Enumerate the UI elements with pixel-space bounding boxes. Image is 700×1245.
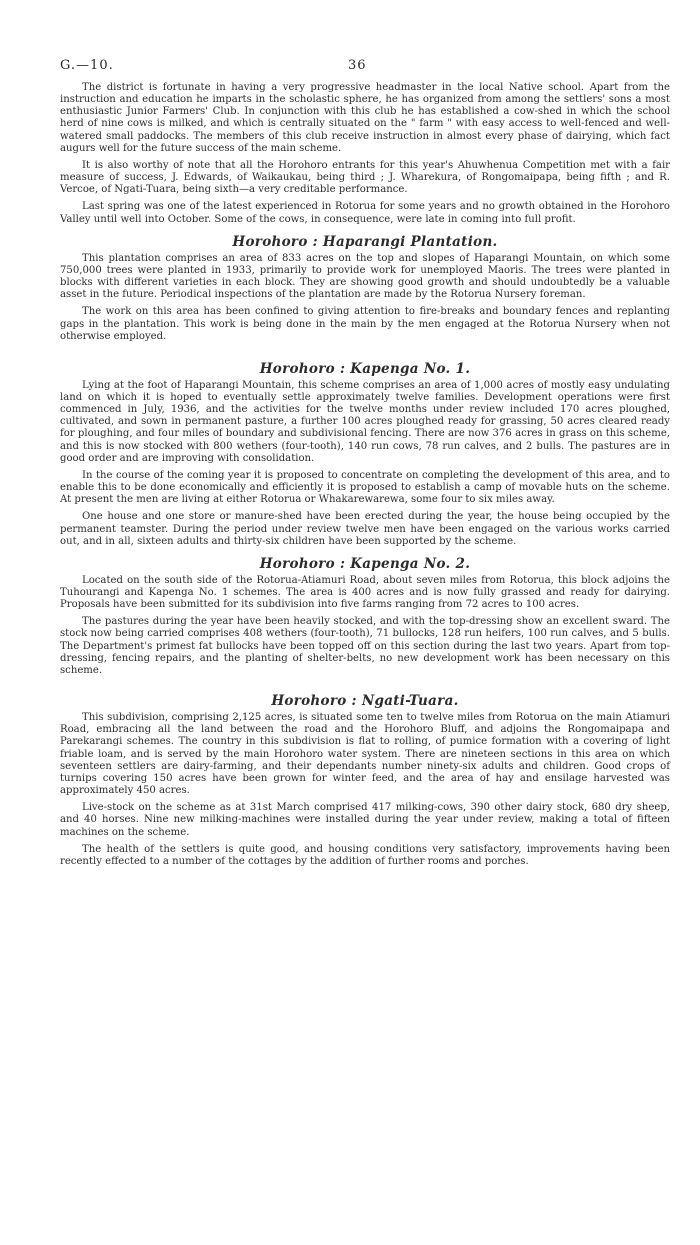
document-reference: G.—10. <box>60 58 114 73</box>
paragraph: This subdivision, comprising 2,125 acres, is situated some ten to twelve miles from Rotorua on the main Atiamuri Road, embracing all the land between the road and the Horohoro Bluff, and adjoins the Rongomaipapa and Parekarangi schemes. The country in this subdivision is flat to rolling, of pumice formation with a covering of light friable loam, and is served by the main Horohoro water system. There are nineteen sections in this area on which seventeen settlers are dairy-farming, and their dependants number ninety-six adults and children. Good crops of turnips covering 150 acres have been grown for winter feed, and the area of hay and ensilage harvested was approximately 450 acres. <box>60 712 670 797</box>
paragraph: It is also worthy of note that all the Horohoro entrants for this year's Ahuwhenua Competition met with a fair measure of success, J. Edwards, of Waikaukau, being third ; J. Wharekura, of Rongomaipapa, being fifth ; and R. Vercoe, of Ngati-Tuara, being sixth—a very creditable performance. <box>60 159 670 196</box>
section-heading: Horohoro : Haparangi Plantation. <box>232 233 498 250</box>
section-kapenga-no-2 <box>60 556 670 677</box>
intro-section <box>60 82 670 226</box>
section-ngati-tuara <box>60 693 670 868</box>
paragraph: The pastures during the year have been heavily stocked, and with the top-dressing show an excellent sward. The stock now being carried comprises 408 wethers (four-tooth), 71 bullocks, 128 run heifers, 100 run calves, and 5 bulls. The Department's primest fat bullocks have been topped off on this section during the last two years. Apart from top-dressing, fencing repairs, and the planting of shelter-belts, no new development work has been necessary on this scheme. <box>60 616 670 676</box>
paragraph: In the course of the coming year it is proposed to concentrate on completing the development of this area, and to enable this to be done economically and efficiently it is proposed to establish a camp of movable huts on the scheme. At present the men are living at either Rotorua or Whakarewarewa, some four to six miles away. <box>60 469 670 506</box>
section-heading: Horohoro : Ngati-Tuara. <box>271 693 459 710</box>
paragraph: This plantation comprises an area of 833 acres on the top and slopes of Haparangi Mountain, on which some 750,000 trees were planted in 1933, primarily to provide work for unemployed Maoris. The trees were planted in blocks with different varieties in each block. They are showing good growth and should undoubtedly be a valuable asset in the future. Periodical inspections of the plantation are made by the Rotorua Nursery foreman. <box>60 252 670 301</box>
paragraph: The district is fortunate in having a very progressive headmaster in the local Native school. Apart from the instruction and education he imparts in the scholastic sphere, he has organized from among the settlers' sons a most enthusiastic Junior Farmers' Club. In conjunction with this club he has established a cow-shed in which the school herd of nine cows is milked, and which is centrally situated on the " farm " with easy access to well-fenced and well-watered small paddocks. The members of this club receive instruction in almost every phase of dairying, which fact augurs well for the future success of the main scheme. <box>60 82 670 154</box>
paragraph: The work on this area has been confined to giving attention to fire-breaks and boundary fences and replanting gaps in the plantation. This work is being done in the main by the men engaged at the Rotorua Nursery when not otherwise employed. <box>60 306 670 342</box>
section-heading: Horohoro : Kapenga No. 2. <box>259 555 471 572</box>
paragraph: One house and one store or manure-shed have been erected during the year, the house being occupied by the permanent teamster. During the period under review twelve men have been engaged on the various works carried out, and in all, sixteen adults and thirty-six children have been supported by the scheme. <box>60 511 670 547</box>
page-header <box>60 58 670 82</box>
section-kapenga-no-1 <box>60 361 670 548</box>
paragraph: Live-stock on the scheme as at 31st March comprised 417 milking-cows, 390 other dairy stock, 680 dry sheep, and 40 horses. Nine new milking-machines were installed during the year under review, making a total of fifteen machines on the scheme. <box>60 802 670 838</box>
paragraph: Last spring was one of the latest experienced in Rotorua for some years and no growth obtained in the Horohoro Valley until well into October. Some of the cows, in consequence, were late in coming into full profit. <box>60 201 670 225</box>
page-number: 36 <box>348 58 367 73</box>
section-heading: Horohoro : Kapenga No. 1. <box>259 360 471 377</box>
section-haparangi-plantation <box>60 234 670 343</box>
paragraph: The health of the settlers is quite good, and housing conditions very satisfactory, improvements having been recently effected to a number of the cottages by the addition of further rooms and porches. <box>60 843 670 867</box>
paragraph: Lying at the foot of Haparangi Mountain, this scheme comprises an area of 1,000 acres of mostly easy undulating land on which it is hoped to eventually settle approximately twelve families. Development operations were first commenced in July, 1936, and the activities for the twelve months under review included 170 acres ploughed, cultivated, and sown in permanent pasture, a further 100 acres ploughed ready for grassing, 50 acres cleared ready for ploughing, and four miles of boundary and subdivisional fencing. There are now 376 acres in grass on this scheme, and this is now stocked with 800 wethers (four-tooth), 140 run cows, 78 run calves, and 2 bulls. The pastures are in good order and are improving with consolidation. <box>60 379 670 464</box>
paragraph: Located on the south side of the Rotorua-Atiamuri Road, about seven miles from Rotorua, this block adjoins the Tuhourangi and Kapenga No. 1 schemes. The area is 400 acres and is now fully grassed and ready for dairying. Proposals have been submitted for its subdivision into five farms ranging from 72 acres to 100 acres. <box>60 574 670 611</box>
